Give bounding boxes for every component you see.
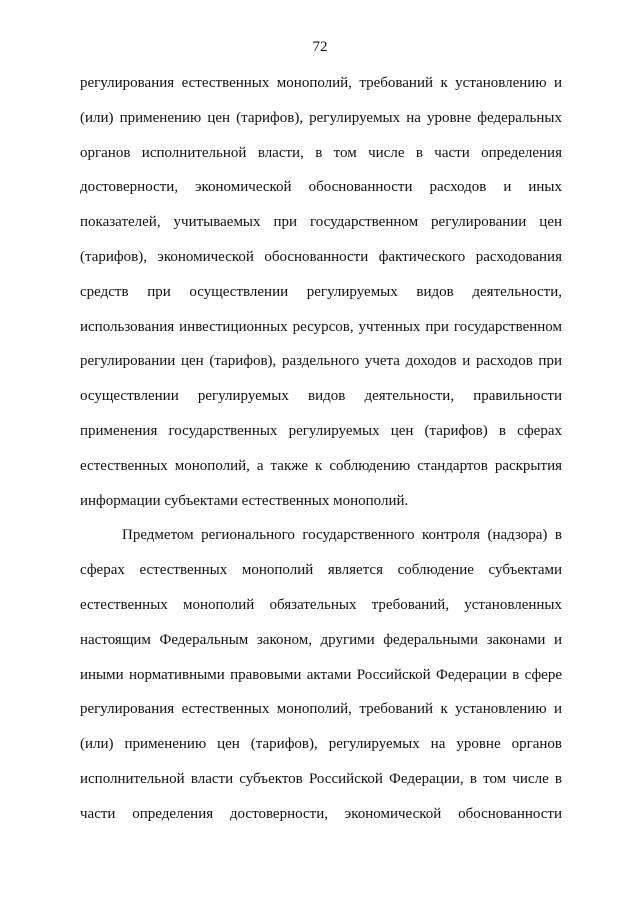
text-line: показателей, учитываемых при государственном регулировании цен [80,214,562,231]
text-line: части определения достоверности, экономической обоснованности [80,805,562,822]
text-line: использования инвестиционных ресурсов, учтенных при государственном [80,318,562,335]
text-line: органов исполнительной власти, в том числе в части определения [80,144,562,161]
text-line: применения государственных регулируемых цен (тарифов) в сферах [80,422,562,439]
paragraph-first-line: Предметом регионального государственного контроля (надзора) в [122,527,562,544]
text-line: иными нормативными правовыми актами Российской Федерации в сфере [80,666,562,683]
text-line: регулирования естественных монополий, требований к установлению и [80,701,562,718]
text-line: сферах естественных монополий является соблюдение субъектами [80,562,562,579]
text-line: регулирования естественных монополий, требований к установлению и [80,75,562,91]
page-number: 72 [312,39,328,55]
text-line: настоящим Федеральным законом, другими федеральными законами и [80,631,562,648]
text-line: исполнительной власти субъектов Российской Федерации, в том числе в [80,770,562,787]
text-line: осуществлении регулируемых видов деятельности, правильности [80,388,562,405]
text-line: естественных монополий обязательных требований, установленных [80,596,562,613]
text-line: достоверности, экономической обоснованности расходов и иных [80,179,562,196]
text-line: (или) применению цен (тарифов), регулируемых на уровне органов [80,736,562,753]
text-line: (или) применению цен (тарифов), регулируемых на уровне федеральных [80,109,562,126]
text-line: средств при осуществлении регулируемых видов деятельности, [80,283,562,300]
text-line: естественных монополий, а также к соблюдению стандартов раскрытия [80,457,562,474]
text-line: (тарифов), экономической обоснованности фактического расходования [80,248,562,265]
text-line: регулировании цен (тарифов), раздельного учета доходов и расходов при [80,353,562,370]
paragraph-last-line: информации субъектами естественных монополий. [80,492,409,509]
body-text [80,66,562,832]
